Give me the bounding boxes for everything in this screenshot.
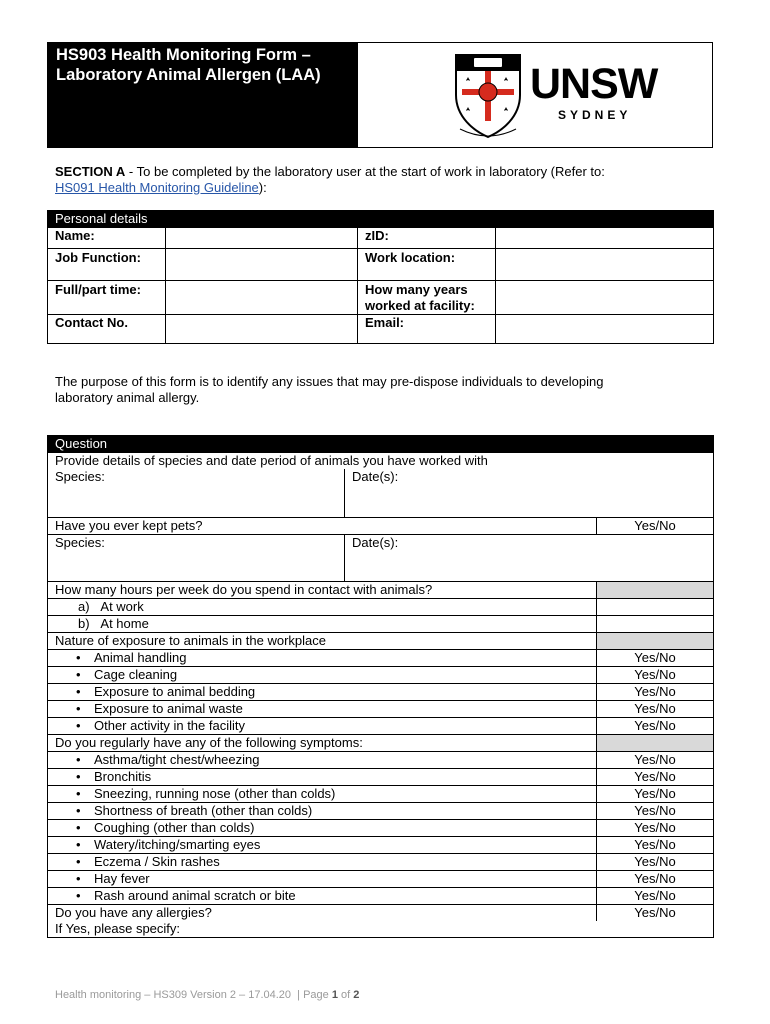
- personal-details-table: [47, 210, 714, 344]
- bullet-icon: •: [76, 717, 81, 733]
- exposure-label: Other activity in the facility: [94, 717, 245, 733]
- exposure-row: [48, 666, 714, 683]
- section-a-tail: ):: [258, 180, 267, 195]
- symptom-row: [48, 768, 714, 785]
- symptom-label: Rash around animal scratch or bite: [94, 887, 296, 903]
- symptom-list: [48, 751, 714, 904]
- question-table: [47, 435, 714, 938]
- full-part-time-label: Full/part time:: [48, 281, 166, 315]
- exposure-item: [48, 683, 597, 700]
- symptom-row: [48, 802, 714, 819]
- logo-wordmark: UNSW: [530, 60, 658, 108]
- purpose-text: [55, 374, 705, 406]
- symptom-item: [48, 870, 597, 887]
- symptom-label: Sneezing, running nose (other than colds): [94, 785, 336, 801]
- exposure-row: [48, 700, 714, 717]
- species-label-1: Species:: [55, 469, 105, 484]
- work-location-field[interactable]: [496, 249, 714, 281]
- hours-shaded-cell: [597, 581, 714, 598]
- at-home-label: b) At home: [48, 615, 597, 632]
- exposure-row: [48, 649, 714, 666]
- section-a-text: - To be completed by the laboratory user at the start of work in laboratory (Refer to:: [125, 164, 605, 179]
- symptom-item: [48, 768, 597, 785]
- footer-version: Health monitoring – HS309 Version 2 – 17.04.20: [55, 989, 292, 1001]
- exposure-item: [48, 700, 597, 717]
- symptom-yes-no[interactable]: Yes/No: [597, 819, 714, 836]
- pets-yes-no[interactable]: Yes/No: [597, 517, 714, 534]
- job-function-label: Job Function:: [48, 249, 166, 281]
- symptom-item: [48, 802, 597, 819]
- exposure-row: [48, 683, 714, 700]
- symptom-row: [48, 819, 714, 836]
- exposure-yes-no[interactable]: Yes/No: [597, 700, 714, 717]
- allergies-yes-no[interactable]: Yes/No: [597, 904, 714, 921]
- allergies-specify-field[interactable]: [48, 921, 714, 938]
- bullet-icon: •: [76, 785, 81, 801]
- footer-page-word: Page: [303, 989, 329, 1001]
- page-footer: [55, 989, 359, 1001]
- bullet-icon: •: [76, 870, 81, 886]
- work-location-label: Work location:: [358, 249, 496, 281]
- contact-label: Contact No.: [48, 315, 166, 344]
- years-worked-line-1: How many years: [365, 282, 468, 297]
- exposure-item: [48, 717, 597, 734]
- name-field[interactable]: [166, 228, 358, 249]
- symptom-yes-no[interactable]: Yes/No: [597, 887, 714, 904]
- title-line-2: Laboratory Animal Allergen (LAA): [56, 66, 321, 84]
- dates-field-1[interactable]: [345, 469, 714, 517]
- bullet-icon: •: [76, 751, 81, 767]
- personal-details-heading: Personal details: [48, 211, 714, 228]
- symptom-row: [48, 887, 714, 904]
- symptom-label: Asthma/tight chest/wheezing: [94, 751, 260, 767]
- exposure-shaded-cell: [597, 632, 714, 649]
- symptom-item: [48, 836, 597, 853]
- purpose-line-2: laboratory animal allergy.: [55, 390, 200, 405]
- exposure-yes-no[interactable]: Yes/No: [597, 649, 714, 666]
- footer-separator: |: [297, 989, 301, 1001]
- symptom-item: [48, 887, 597, 904]
- section-a-label: SECTION A: [55, 164, 126, 179]
- name-label: Name:: [48, 228, 166, 249]
- footer-of-word: of: [341, 989, 351, 1001]
- footer-page-total: 2: [353, 989, 360, 1001]
- crest-icon: [452, 51, 524, 141]
- symptom-label: Watery/itching/smarting eyes: [94, 836, 261, 852]
- bullet-icon: •: [76, 666, 81, 682]
- symptom-yes-no[interactable]: Yes/No: [597, 802, 714, 819]
- symptoms-shaded-cell: [597, 734, 714, 751]
- symptom-yes-no[interactable]: Yes/No: [597, 836, 714, 853]
- dates-field-2[interactable]: [345, 534, 714, 581]
- exposure-label: Exposure to animal bedding: [94, 683, 256, 699]
- bullet-icon: •: [76, 819, 81, 835]
- purpose-line-1: The purpose of this form is to identify any issues that may pre-dispose individuals to developing: [55, 374, 604, 389]
- symptom-yes-no[interactable]: Yes/No: [597, 785, 714, 802]
- footer-page-number: 1: [331, 989, 338, 1001]
- allergies-question: Do you have any allergies?: [48, 904, 597, 921]
- years-worked-line-2: worked at facility:: [365, 298, 475, 313]
- form-header: [47, 42, 713, 148]
- bullet-icon: •: [76, 887, 81, 903]
- years-worked-field[interactable]: [496, 281, 714, 315]
- pets-question: Have you ever kept pets?: [48, 517, 597, 534]
- symptom-item: [48, 819, 597, 836]
- section-a-intro: [55, 164, 705, 196]
- specify-label: If Yes, please specify:: [55, 920, 181, 936]
- email-field[interactable]: [496, 315, 714, 344]
- bullet-icon: •: [76, 802, 81, 818]
- hours-question: How many hours per week do you spend in contact with animals?: [48, 581, 597, 598]
- bullet-icon: •: [76, 853, 81, 869]
- symptom-yes-no[interactable]: Yes/No: [597, 870, 714, 887]
- exposure-question: Nature of exposure to animals in the workplace: [48, 632, 597, 649]
- symptom-row: [48, 785, 714, 802]
- species-intro: Provide details of species and date period of animals you have worked with: [48, 453, 714, 470]
- symptom-row: [48, 751, 714, 768]
- at-home-field[interactable]: [597, 615, 714, 632]
- bullet-icon: •: [76, 768, 81, 784]
- email-label: Email:: [358, 315, 496, 344]
- symptom-label: Shortness of breath (other than colds): [94, 802, 313, 818]
- symptom-row: [48, 853, 714, 870]
- symptom-label: Hay fever: [94, 870, 150, 886]
- job-function-field[interactable]: [166, 249, 358, 281]
- years-worked-label: [358, 281, 496, 315]
- symptom-yes-no[interactable]: Yes/No: [597, 751, 714, 768]
- symptom-item: [48, 785, 597, 802]
- symptom-row: [48, 870, 714, 887]
- exposure-item: [48, 649, 597, 666]
- symptoms-question: Do you regularly have any of the following symptoms:: [48, 734, 597, 751]
- bullet-icon: •: [76, 649, 81, 665]
- exposure-list: [48, 649, 714, 734]
- exposure-item: [48, 666, 597, 683]
- symptom-label: Coughing (other than colds): [94, 819, 255, 835]
- symptom-yes-no[interactable]: Yes/No: [597, 853, 714, 870]
- symptom-label: Bronchitis: [94, 768, 152, 784]
- zid-label: zID:: [358, 228, 496, 249]
- zid-field[interactable]: [496, 228, 714, 249]
- contact-field[interactable]: [166, 315, 358, 344]
- species-field-2[interactable]: [48, 534, 345, 581]
- bullet-icon: •: [76, 836, 81, 852]
- exposure-yes-no[interactable]: Yes/No: [597, 683, 714, 700]
- exposure-label: Cage cleaning: [94, 666, 178, 682]
- dates-label-1: Date(s):: [352, 469, 399, 484]
- form-title: [48, 43, 357, 147]
- title-line-1: HS903 Health Monitoring Form –: [56, 46, 311, 64]
- at-work-label: a) At work: [48, 598, 597, 615]
- symptom-row: [48, 836, 714, 853]
- logo-subtitle: SYDNEY: [558, 108, 632, 122]
- species-label-2: Species:: [55, 534, 105, 550]
- at-work-field[interactable]: [597, 598, 714, 615]
- symptom-item: [48, 853, 597, 870]
- bullet-icon: •: [76, 683, 81, 699]
- exposure-yes-no[interactable]: Yes/No: [597, 717, 714, 734]
- exposure-label: Animal handling: [94, 649, 187, 665]
- dates-label-2: Date(s):: [352, 534, 399, 550]
- exposure-yes-no[interactable]: Yes/No: [597, 666, 714, 683]
- symptom-yes-no[interactable]: Yes/No: [597, 768, 714, 785]
- species-field-1[interactable]: [48, 469, 345, 517]
- full-part-time-field[interactable]: [166, 281, 358, 315]
- symptom-label: Eczema / Skin rashes: [94, 853, 220, 869]
- exposure-row: [48, 717, 714, 734]
- guideline-link[interactable]: HS091 Health Monitoring Guideline: [55, 180, 259, 195]
- symptom-item: [48, 751, 597, 768]
- question-heading: Question: [48, 436, 714, 453]
- unsw-logo: [357, 43, 712, 147]
- bullet-icon: •: [76, 700, 81, 716]
- exposure-label: Exposure to animal waste: [94, 700, 243, 716]
